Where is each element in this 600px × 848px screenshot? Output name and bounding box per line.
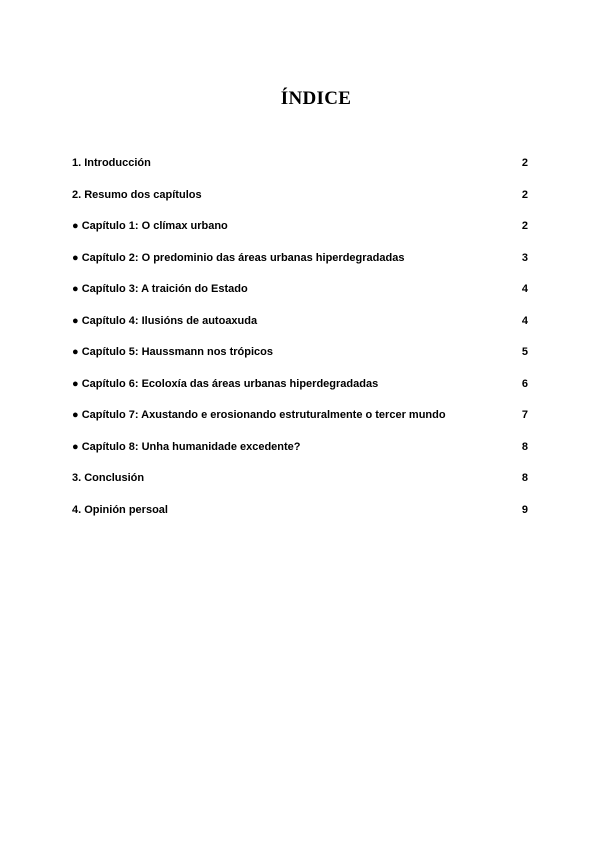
toc-entry-label: ● Capítulo 4: Ilusións de autoaxuda: [72, 314, 258, 327]
toc-entry-label: ● Capítulo 5: Haussmann nos trópicos: [72, 346, 274, 358]
page-title: ÍNDICE: [280, 88, 352, 109]
toc-entry-page: 8: [521, 440, 528, 453]
toc-entry-page: 4: [521, 314, 528, 327]
toc-entry-page: 2: [521, 157, 528, 169]
table-of-contents: [72, 155, 528, 533]
toc-entry-page: 3: [521, 251, 528, 264]
toc-entry-capitulo-6: [72, 376, 528, 408]
toc-entry-page: 4: [521, 283, 528, 295]
toc-entry-page: 7: [521, 409, 528, 421]
toc-entry-capitulo-5: [72, 344, 528, 376]
toc-entry-page: 5: [521, 346, 528, 358]
toc-entry-capitulo-7: [72, 407, 528, 439]
toc-entry-capitulo-3: [72, 281, 528, 313]
toc-entry-label: 2. Resumo dos capítulos: [72, 188, 202, 201]
toc-entry-capitulo-2: [72, 250, 528, 282]
toc-entry-label: 4. Opinión persoal: [72, 503, 168, 516]
toc-entry-label: ● Capítulo 8: Unha humanidade excedente?: [72, 440, 301, 453]
toc-entry-page: 6: [521, 377, 528, 390]
toc-entry-capitulo-4: [72, 313, 528, 345]
toc-entry-label: ● Capítulo 6: Ecoloxía das áreas urbanas hiperdegradadas: [72, 377, 379, 390]
toc-entry-label: ● Capítulo 2: O predominio das áreas urbanas hiperdegradadas: [72, 251, 405, 264]
toc-entry-label: 3. Conclusión: [72, 472, 145, 484]
toc-entry-introduccion: [72, 155, 528, 187]
toc-entry-page: 8: [521, 472, 528, 484]
toc-entry-page: 2: [521, 220, 528, 232]
toc-entry-page: 2: [521, 188, 528, 201]
toc-entry-label: ● Capítulo 1: O clímax urbano: [72, 220, 228, 232]
toc-entry-label: 1. Introducción: [72, 157, 151, 169]
toc-entry-label: ● Capítulo 7: Axustando e erosionando estruturalmente o tercer mundo: [72, 409, 446, 421]
toc-entry-resumo: [72, 187, 528, 219]
toc-entry-capitulo-8: [72, 439, 528, 471]
toc-entry-label: ● Capítulo 3: A traición do Estado: [72, 283, 248, 295]
toc-entry-conclusion: [72, 470, 528, 502]
toc-entry-page: 9: [521, 503, 528, 516]
toc-entry-capitulo-1: [72, 218, 528, 250]
toc-entry-opinion-persoal: [72, 502, 528, 534]
